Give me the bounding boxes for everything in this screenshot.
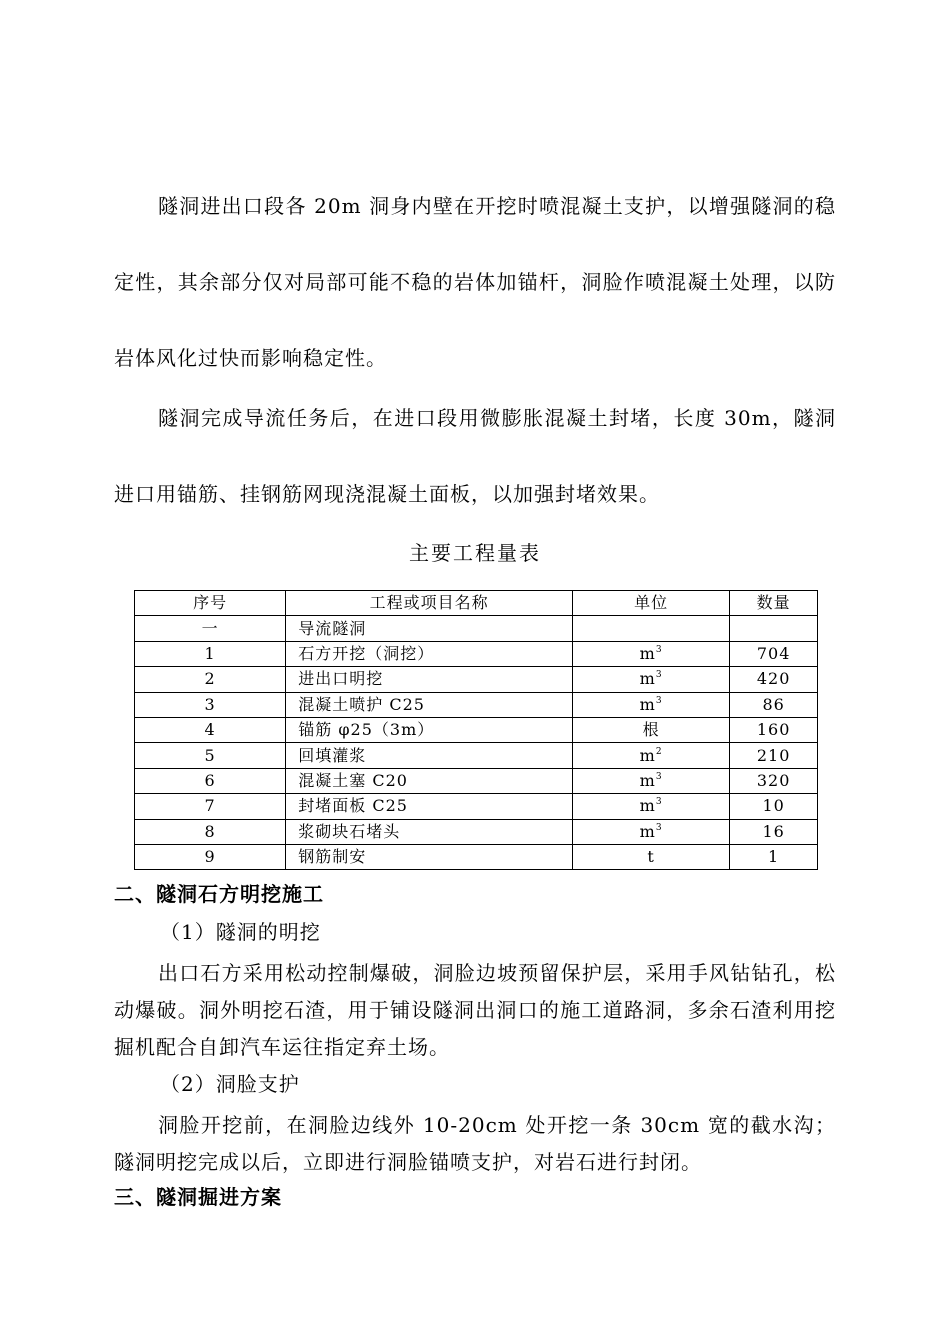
table-row: [135, 743, 818, 768]
cell-unit: [573, 768, 730, 793]
cell-unit: [573, 794, 730, 819]
table-row: [135, 794, 818, 819]
cell-unit: [573, 717, 730, 742]
unit-exponent: 3: [655, 644, 663, 655]
cell-unit: [573, 641, 730, 666]
cell-no: 4: [135, 717, 286, 742]
table-row: [135, 692, 818, 717]
cell-qty: 86: [730, 692, 818, 717]
unit-exponent: 3: [655, 797, 663, 808]
header-unit: 单位: [573, 591, 730, 616]
subheading-open-excavation: （1）隧洞的明挖: [160, 920, 321, 944]
unit-base: m: [639, 770, 656, 790]
unit-base: m: [639, 643, 656, 663]
header-no: 序号: [135, 591, 286, 616]
cell-unit: [573, 692, 730, 717]
unit-exponent: 3: [655, 771, 663, 782]
unit-base: t: [647, 847, 655, 867]
unit-base: m: [639, 694, 656, 714]
cell-name: 导流隧洞: [286, 616, 573, 641]
unit-base: m: [639, 796, 656, 816]
cell-no: 1: [135, 641, 286, 666]
paragraph-portal-support: 洞脸开挖前，在洞脸边线外 10-20cm 处开挖一条 30cm 宽的截水沟；隧洞明挖完成以后，立即进行洞脸锚喷支护，对岩石进行封闭。: [114, 1113, 836, 1174]
cell-name: 回填灌浆: [286, 743, 573, 768]
cell-qty: 420: [730, 667, 818, 692]
cell-name: 混凝土塞 C20: [286, 768, 573, 793]
unit-base: m: [639, 821, 656, 841]
unit-exponent: 3: [655, 670, 663, 681]
unit-base: m: [639, 745, 656, 765]
cell-qty: 704: [730, 641, 818, 666]
unit-exponent: 3: [655, 695, 663, 706]
cell-no: 5: [135, 743, 286, 768]
paragraph-lining-support: 隧洞进出口段各 20m 洞身内壁在开挖时喷混凝土支护，以增强隧洞的稳定性，其余部分仅对局部可能不稳的岩体加锚杆，洞脸作喷混凝土处理，以防岩体风化过快而影响稳定性。: [114, 194, 836, 370]
section-heading-tunneling: 三、隧洞掘进方案: [114, 1185, 282, 1209]
unit-exponent: 2: [655, 746, 663, 757]
cell-no: 2: [135, 667, 286, 692]
cell-no: 8: [135, 819, 286, 844]
unit-base: m: [639, 669, 656, 689]
cell-qty: 160: [730, 717, 818, 742]
unit-exponent: 3: [655, 822, 663, 833]
cell-qty: 10: [730, 794, 818, 819]
cell-name: 石方开挖（洞挖）: [286, 641, 573, 666]
table-title: 主要工程量表: [409, 541, 541, 565]
section-heading-open-excavation: 二、隧洞石方明挖施工: [114, 882, 324, 906]
cell-no: 9: [135, 844, 286, 869]
cell-name: 钢筋制安: [286, 844, 573, 869]
table-row: [135, 819, 818, 844]
cell-qty: 320: [730, 768, 818, 793]
cell-no: 一: [135, 616, 286, 641]
cell-name: 封堵面板 C25: [286, 794, 573, 819]
cell-no: 6: [135, 768, 286, 793]
header-qty: 数量: [730, 591, 818, 616]
cell-name: 锚筋 φ25（3m）: [286, 717, 573, 742]
table-header-row: [135, 591, 818, 616]
table-row: [135, 768, 818, 793]
table-row: [135, 844, 818, 869]
cell-unit: [573, 616, 730, 641]
cell-unit: [573, 819, 730, 844]
cell-unit: [573, 844, 730, 869]
cell-qty: 16: [730, 819, 818, 844]
table-row: [135, 717, 818, 742]
quantity-table: [134, 590, 818, 870]
table-body: [135, 616, 818, 870]
unit-base: 根: [642, 720, 660, 740]
cell-name: 混凝土喷护 C25: [286, 692, 573, 717]
subheading-portal-support: （2）洞脸支护: [160, 1072, 300, 1096]
cell-qty: 210: [730, 743, 818, 768]
cell-qty: 1: [730, 844, 818, 869]
cell-name: 浆砌块石堵头: [286, 819, 573, 844]
header-name: 工程或项目名称: [286, 591, 573, 616]
cell-qty: [730, 616, 818, 641]
table-row: [135, 616, 818, 641]
cell-no: 7: [135, 794, 286, 819]
cell-unit: [573, 667, 730, 692]
cell-no: 3: [135, 692, 286, 717]
cell-unit: [573, 743, 730, 768]
table-row: [135, 667, 818, 692]
table-row: [135, 641, 818, 666]
paragraph-plugging: 隧洞完成导流任务后，在进口段用微膨胀混凝土封堵，长度 30m，隧洞进口用锚筋、挂钢筋网现浇混凝土面板，以加强封堵效果。: [114, 406, 836, 506]
paragraph-blasting: 出口石方采用松动控制爆破，洞脸边坡预留保护层，采用手风钻钻孔，松动爆破。洞外明挖石渣，用于铺设隧洞出洞口的施工道路洞，多余石渣利用挖掘机配合自卸汽车运往指定弃土场。: [114, 961, 836, 1059]
cell-name: 进出口明挖: [286, 667, 573, 692]
